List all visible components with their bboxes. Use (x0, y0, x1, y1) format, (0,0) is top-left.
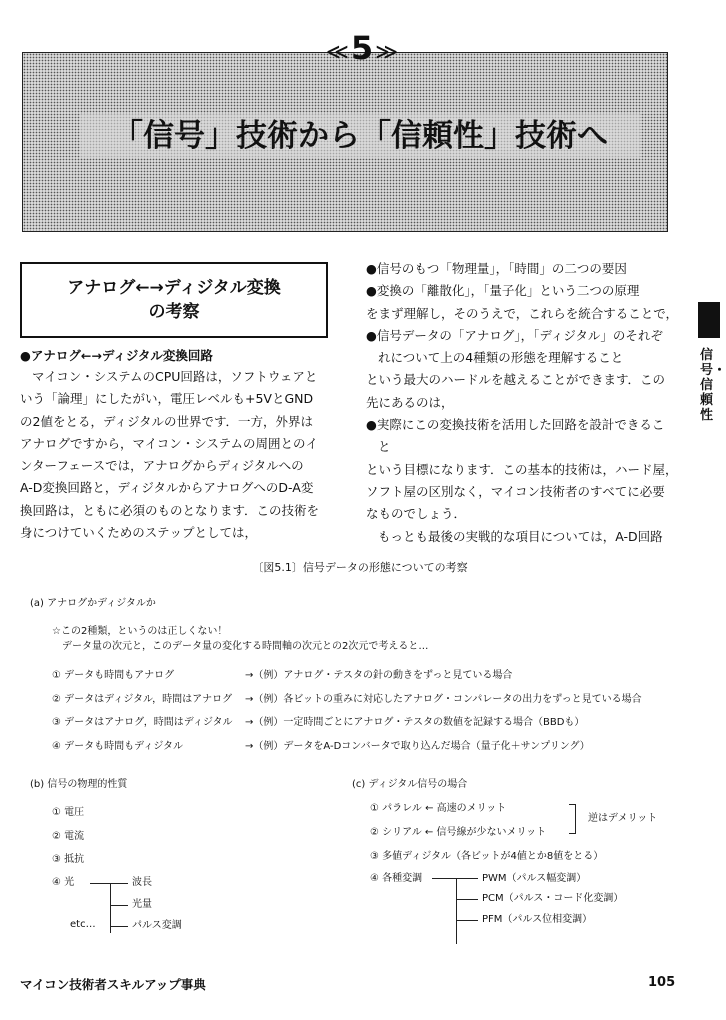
right-column-body (366, 258, 682, 548)
paragraph-line: ●変換の「離散化」，「量子化」という二つの原理 (366, 283, 640, 299)
part-a-example: →（例）データをA-Dコンバータで取り込んだ場合（量子化＋サンプリング） (245, 741, 590, 752)
part-a-example: →（例）各ビットの重みに対応したアナログ・コンパレータの出力をずっと見ている場合 (245, 694, 642, 705)
brace-line (569, 833, 575, 834)
branch-line (456, 878, 457, 944)
paragraph-line: ●信号のもつ「物理量」，「時間」の二つの要因 (366, 261, 627, 276)
paragraph-line: れについて上の4種類の形態を理解すること (378, 350, 624, 366)
paragraph-line: 先にあるのは， (366, 394, 454, 410)
paragraph-line: をまず理解し，そのうえで，これらを統合することで， (366, 305, 679, 321)
branch-line (110, 905, 128, 906)
paragraph-line: A-D変換回路と，ディジタルからアナログへのD-A変 (20, 480, 314, 496)
page-number: 105 (648, 975, 676, 990)
part-a-example: →（例）アナログ・テスタの針の動きをずっと見ている場合 (245, 670, 513, 681)
paragraph-line: 身につけていくためのステップとしては， (20, 525, 258, 541)
paragraph-line: なものでしょう． (366, 506, 467, 522)
left-column-body (20, 366, 330, 544)
branch-line (456, 899, 478, 900)
brace-line (569, 804, 575, 805)
figure-caption: 〔図5.1〕信号データの形態についての考察 (252, 561, 468, 574)
paragraph-line: ンターフェースでは，アナログからディジタルへの (20, 458, 304, 474)
part-a-note: ☆この2種類，というのは正しくない！ (52, 626, 228, 637)
part-b-heading: (b) 信号の物理的性質 (30, 779, 128, 790)
part-a-example: →（例）一定時間ごとにアナログ・テスタの数値を記録する場合（BBDも） (245, 717, 585, 728)
brace-note: 逆はデメリット (588, 813, 658, 824)
side-tab-marker (698, 302, 720, 338)
part-b-branch: パルス変調 (132, 920, 182, 931)
paragraph-line: ソフト屋の区別なく，マイコン技術者のすべてに必要 (366, 483, 665, 499)
side-tab-label: 信号・信頼性 (700, 348, 726, 423)
part-a-item: ① データも時間もアナログ (52, 670, 175, 681)
branch-line (110, 926, 128, 927)
section-title-line2: の考察 (148, 302, 200, 322)
branch-line (432, 878, 456, 879)
section-title-box (20, 262, 328, 338)
part-b-item: ④ 光 (52, 877, 75, 888)
paragraph-line: アナログですから，マイコン・システムの周囲とのイ (20, 435, 319, 451)
part-c-branch: PWM（パルス幅変調） (482, 873, 587, 884)
branch-line (110, 883, 128, 884)
paragraph-line: という最大のハードルを越えることができます．この (366, 372, 666, 388)
paragraph-line: もっとも最後の実戦的な項目については，A-D回路 (378, 528, 663, 544)
paragraph-line: ●信号データの「アナログ」，「ディジタル」のそれぞ (366, 327, 663, 343)
part-b-branch: 波長 (132, 877, 152, 888)
part-c-item: ② シリアル ← 信号線が少ないメリット (370, 827, 547, 838)
part-a-item: ③ データはアナログ，時間はディジタル (52, 717, 233, 728)
paragraph-line: マイコン・システムのCPU回路は，ソフトウェアと (32, 369, 318, 384)
part-c-item: ④ 各種変調 (370, 873, 423, 884)
part-b-branch: 光量 (132, 899, 152, 910)
part-a-heading: (a) アナログかディジタルか (30, 598, 156, 609)
brace-line (575, 804, 576, 834)
part-a-item: ② データはディジタル，時間はアナログ (52, 694, 233, 705)
paragraph-line: と (378, 439, 391, 455)
paragraph-line: 換回路は，ともに必須のものとなります．この技術を (20, 502, 320, 518)
branch-line (456, 878, 478, 879)
part-c-branch: PFM（パルス位相変調） (482, 914, 593, 925)
part-c-heading: (c) ディジタル信号の場合 (352, 779, 468, 790)
chapter-number: ≪ 5 ≫ (318, 30, 406, 66)
paragraph-line: いう「論理」にしたがい，電圧レベルも+5VとGND (20, 391, 314, 407)
part-c-item: ③ 多値ディジタル（各ビットが4値とか8値をとる） (370, 851, 604, 862)
paragraph-line: の2値をとる，ディジタルの世界です．一方，外界は (20, 413, 313, 429)
branch-line (456, 920, 478, 921)
paragraph-line: ●実際にこの変換技術を活用した回路を設計できるこ (366, 417, 665, 433)
section-title-line1: アナログ←→ディジタル変換 (67, 278, 281, 298)
part-a-note: データ量の次元と，このデータ量の変化する時間軸の次元との2次元で考えると… (62, 641, 429, 652)
part-b-item: ② 電流 (52, 831, 85, 842)
paragraph-line: という目標になります．この基本的技術は，ハード屋， (366, 461, 678, 477)
branch-line (90, 883, 110, 884)
part-a-item: ④ データも時間もディジタル (52, 741, 183, 752)
chapter-title: 「信号」技術から「信頼性」技術へ (80, 114, 640, 158)
part-b-item: ① 電圧 (52, 807, 85, 818)
book-title: マイコン技術者スキルアップ事典 (20, 977, 206, 992)
section-subheading: ●アナログ←→ディジタル変換回路 (20, 348, 213, 363)
part-c-branch: PCM（パルス・コード化変調） (482, 893, 624, 904)
part-b-etc: etc… (70, 919, 96, 930)
part-c-item: ① パラレル ← 高速のメリット (370, 803, 507, 814)
part-b-item: ③ 抵抗 (52, 854, 85, 865)
